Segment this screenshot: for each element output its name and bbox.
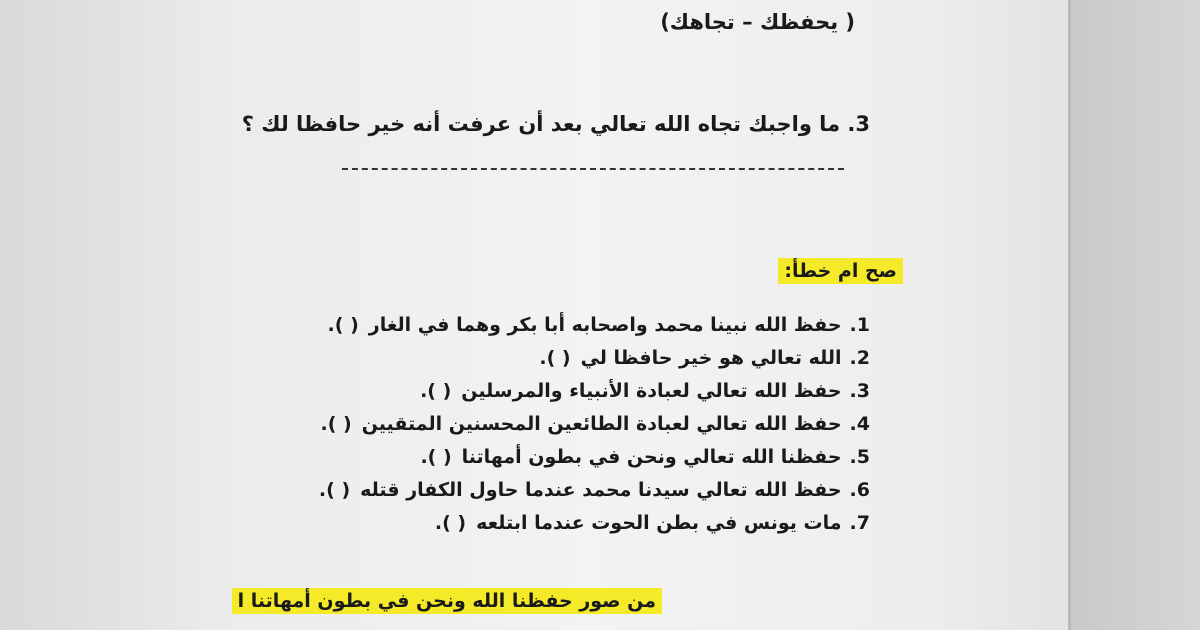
true-false-list: [319, 310, 870, 541]
answer-blank: ( ).: [420, 380, 452, 402]
question-3: [242, 112, 870, 136]
word-choices: ( يحفظك – تجاهك): [660, 10, 855, 34]
background-right: [1071, 0, 1200, 630]
bottom-section-title: من صور حفظنا الله ونحن في بطون أمهاتنا ا: [232, 588, 662, 614]
answer-blank: ( ).: [420, 446, 452, 468]
item-number: 4.: [849, 413, 870, 435]
answer-blank: ( ).: [434, 512, 467, 534]
list-item: [319, 343, 870, 376]
list-item: [319, 310, 870, 343]
item-text: حفظ الله نبينا محمد واصحابه أبا بكر وهما في الغار: [368, 314, 842, 336]
item-number: 5.: [849, 446, 870, 468]
item-number: 7.: [849, 512, 870, 534]
item-text: الله تعالي هو خير حافظا لي: [580, 347, 842, 369]
list-item: [319, 508, 870, 541]
answer-blank: ( ).: [318, 479, 351, 501]
list-item: [319, 475, 870, 508]
question-text: ما واجبك تجاه الله تعالي بعد أن عرفت أنه خير حافظا لك ؟: [241, 112, 841, 136]
item-text: حفظنا الله تعالي ونحن في بطون أمهاتنا: [461, 446, 842, 468]
item-number: 2.: [849, 347, 870, 369]
item-number: 1.: [849, 314, 870, 336]
item-number: 6.: [849, 479, 870, 501]
item-number: 3.: [849, 380, 870, 402]
item-text: حفظ الله تعالي سيدنا محمد عندما حاول الكفار قتله: [360, 479, 842, 501]
list-item: [319, 442, 870, 475]
answer-blank: ( ).: [327, 314, 359, 336]
item-text: حفظ الله تعالي لعبادة الأنبياء والمرسلين: [461, 380, 842, 402]
answer-line: [342, 168, 844, 170]
list-item: [319, 409, 870, 442]
question-number: 3.: [847, 112, 870, 136]
list-item: [319, 376, 870, 409]
item-text: حفظ الله تعالي لعبادة الطائعين المحسنين المتقيين: [361, 413, 842, 435]
item-text: مات يونس في بطن الحوت عندما ابتلعه: [476, 512, 842, 534]
answer-blank: ( ).: [320, 413, 352, 435]
answer-blank: ( ).: [539, 347, 571, 369]
true-false-title: صح ام خطأ:: [778, 258, 903, 284]
